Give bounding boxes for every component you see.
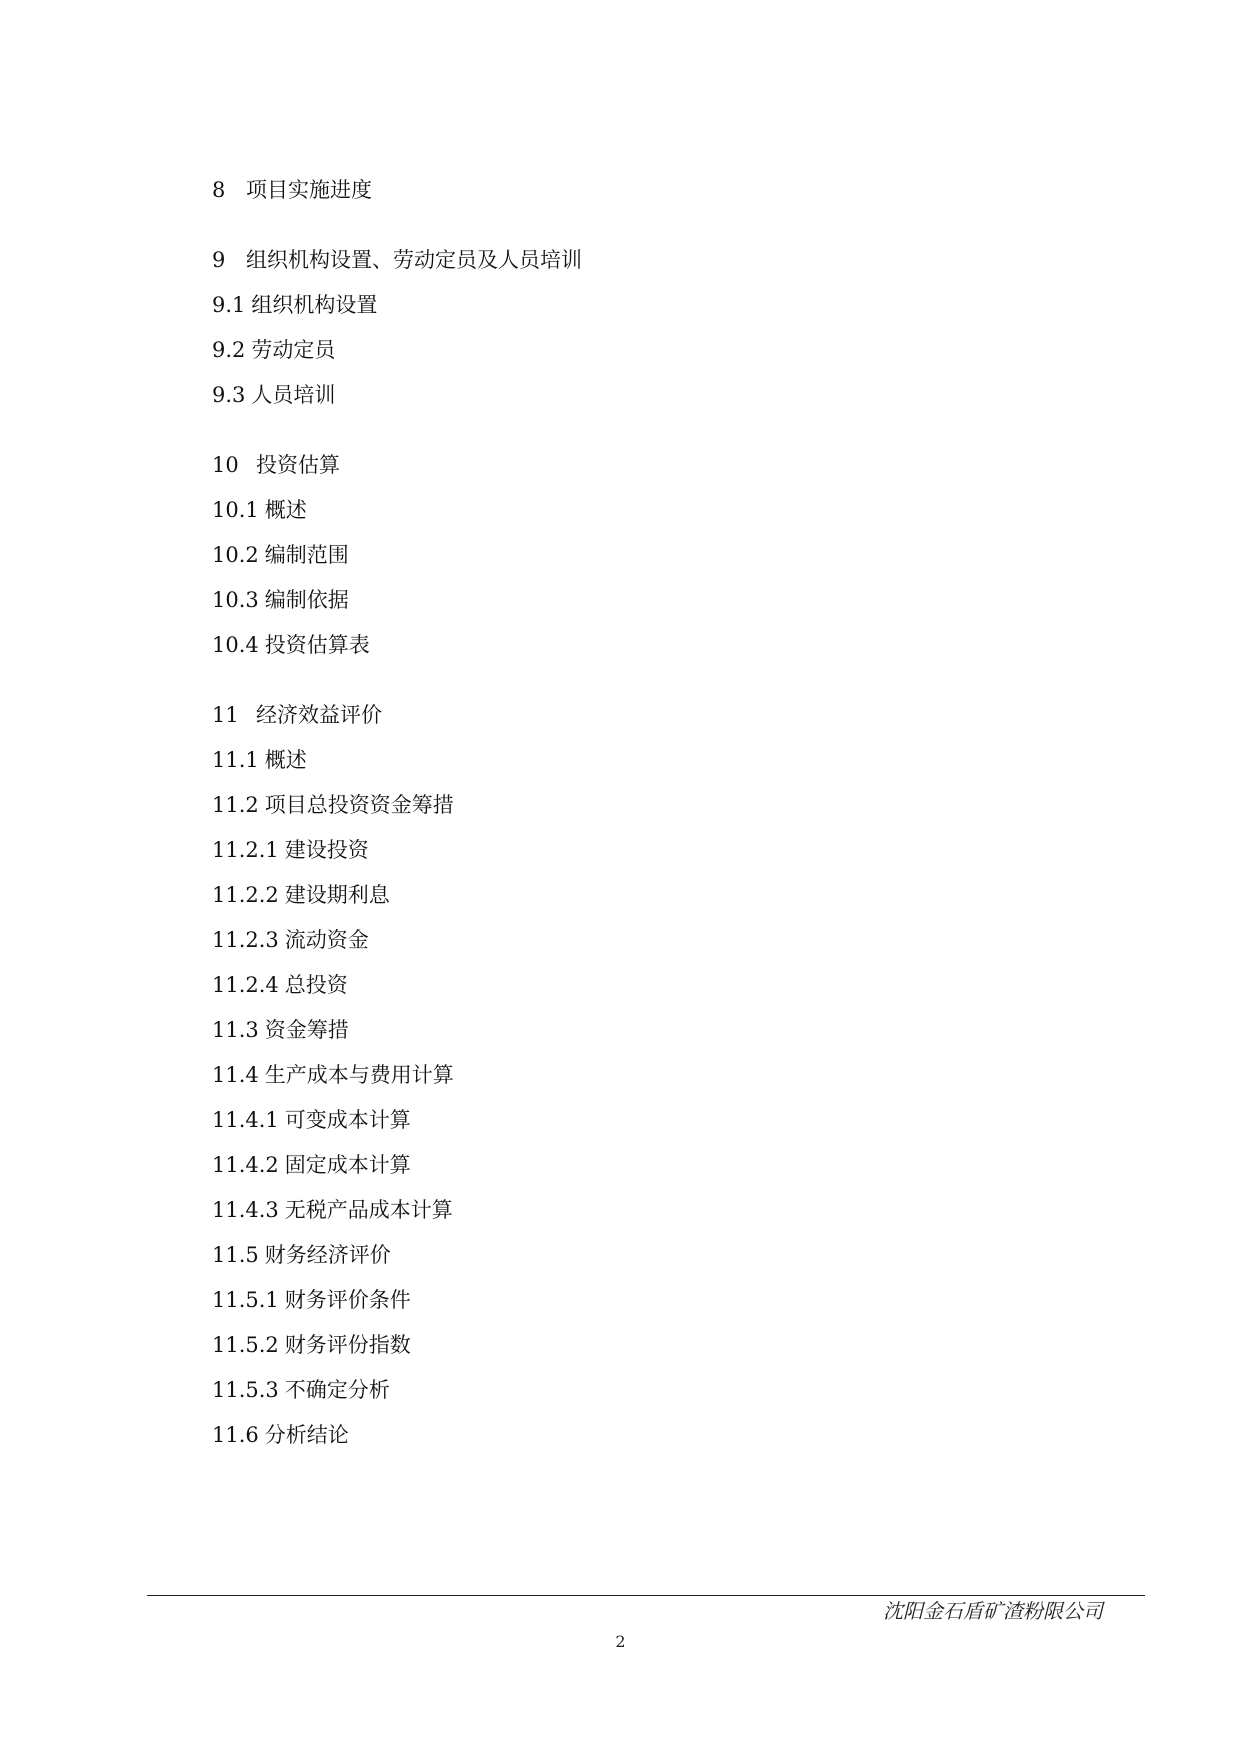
toc-entry-11-1: [212, 738, 1112, 783]
toc-entry-number: 11.5.3: [212, 1378, 279, 1402]
toc-entry-title: 建设投资: [284, 838, 369, 862]
toc-entry-11-5-3: [212, 1368, 1112, 1413]
toc-entry-8: [212, 168, 1112, 213]
toc-entry-10-4: [212, 623, 1112, 668]
company-name: 沈阳金石盾矿渣粉限公司: [883, 1599, 1103, 1623]
toc-entry-number: 10.2: [212, 543, 259, 567]
toc-entry-title: 人员培训: [251, 383, 336, 407]
toc-entry-number: 11.4: [212, 1063, 259, 1087]
toc-entry-11-4-2: [212, 1143, 1112, 1188]
toc-entry-11: [212, 693, 1112, 738]
toc-entry-number: 11: [212, 703, 239, 727]
toc-entry-number: 11.5: [212, 1243, 259, 1267]
toc-entry-title: 劳动定员: [251, 338, 336, 362]
toc-entry-title: 编制范围: [264, 543, 349, 567]
toc-entry-title: 分析结论: [264, 1423, 349, 1447]
toc-entry-11-5-2: [212, 1323, 1112, 1368]
toc-entry-title: 投资估算表: [264, 633, 370, 657]
toc-entry-number: 11.5.1: [212, 1288, 279, 1312]
toc-entry-title: 组织机构设置: [251, 293, 378, 317]
toc-entry-number: 9.2: [212, 338, 246, 362]
toc-entry-number: 11.6: [212, 1423, 259, 1447]
toc-entry-number: 11.4.1: [212, 1108, 279, 1132]
toc-entry-title: 投资估算: [256, 453, 340, 477]
toc-entry-11-4: [212, 1053, 1112, 1098]
toc-entry-number: 9.1: [212, 293, 246, 317]
table-of-contents: [212, 168, 1112, 1458]
toc-entry-number: 10.3: [212, 588, 259, 612]
toc-entry-number: 11.3: [212, 1018, 259, 1042]
toc-entry-11-3: [212, 1008, 1112, 1053]
toc-entry-number: 11.1: [212, 748, 259, 772]
toc-entry-title: 经济效益评价: [256, 703, 382, 727]
toc-entry-11-2-2: [212, 873, 1112, 918]
toc-entry-title: 项目实施进度: [246, 178, 372, 202]
toc-entry-11-2-4: [212, 963, 1112, 1008]
toc-entry-title: 固定成本计算: [284, 1153, 411, 1177]
toc-entry-title: 可变成本计算: [284, 1108, 411, 1132]
toc-entry-9-3: [212, 373, 1112, 418]
toc-entry-11-4-3: [212, 1188, 1112, 1233]
toc-entry-10-1: [212, 488, 1112, 533]
toc-entry-title: 生产成本与费用计算: [264, 1063, 454, 1087]
toc-entry-number: 11.2.3: [212, 928, 279, 952]
toc-entry-11-4-1: [212, 1098, 1112, 1143]
toc-entry-number: 9.3: [212, 383, 246, 407]
toc-entry-11-2-3: [212, 918, 1112, 963]
toc-entry-title: 财务评份指数: [284, 1333, 411, 1357]
toc-entry-11-2: [212, 783, 1112, 828]
toc-entry-number: 11.4.2: [212, 1153, 279, 1177]
toc-entry-title: 总投资: [284, 973, 348, 997]
toc-entry-title: 无税产品成本计算: [284, 1198, 453, 1222]
toc-entry-title: 组织机构设置、劳动定员及人员培训: [246, 248, 582, 272]
toc-entry-9-2: [212, 328, 1112, 373]
toc-entry-number: 11.2.2: [212, 883, 279, 907]
toc-entry-title: 概述: [264, 498, 307, 522]
toc-entry-number: 11.2: [212, 793, 259, 817]
page-number: 2: [615, 1632, 626, 1651]
toc-entry-number: 9: [212, 248, 226, 272]
toc-entry-title: 编制依据: [264, 588, 349, 612]
toc-entry-10: [212, 443, 1112, 488]
toc-entry-11-5-1: [212, 1278, 1112, 1323]
toc-entry-number: 11.2.4: [212, 973, 279, 997]
toc-entry-11-5: [212, 1233, 1112, 1278]
toc-entry-9: [212, 238, 1112, 283]
toc-entry-9-1: [212, 283, 1112, 328]
toc-entry-title: 不确定分析: [284, 1378, 390, 1402]
toc-entry-number: 11.4.3: [212, 1198, 279, 1222]
toc-entry-title: 流动资金: [284, 928, 369, 952]
toc-entry-10-2: [212, 533, 1112, 578]
toc-entry-number: 11.5.2: [212, 1333, 279, 1357]
toc-entry-number: 10.1: [212, 498, 259, 522]
toc-entry-number: 10.4: [212, 633, 259, 657]
toc-entry-number: 10: [212, 453, 239, 477]
toc-entry-title: 项目总投资资金筹措: [264, 793, 454, 817]
toc-entry-title: 概述: [264, 748, 307, 772]
toc-entry-title: 财务评价条件: [284, 1288, 411, 1312]
toc-entry-title: 资金筹措: [264, 1018, 349, 1042]
toc-entry-title: 建设期利息: [284, 883, 390, 907]
toc-entry-number: 8: [212, 178, 226, 202]
toc-entry-number: 11.2.1: [212, 838, 279, 862]
toc-entry-10-3: [212, 578, 1112, 623]
toc-entry-title: 财务经济评价: [264, 1243, 391, 1267]
toc-entry-11-6: [212, 1413, 1112, 1458]
toc-entry-11-2-1: [212, 828, 1112, 873]
